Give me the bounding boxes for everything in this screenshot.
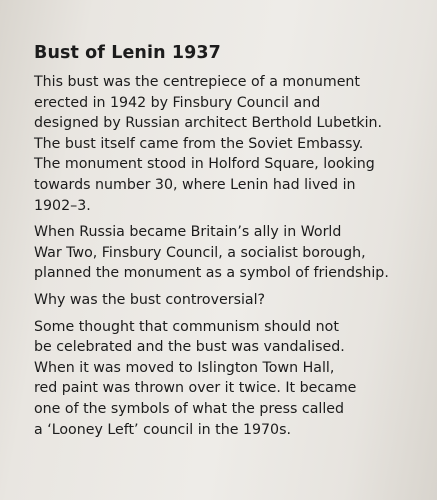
text-line: The bust itself came from the Soviet Embassy. bbox=[34, 135, 364, 152]
paragraph-question bbox=[34, 290, 431, 311]
text-line: When it was moved to Islington Town Hall, bbox=[34, 359, 335, 376]
text-line: 1902–3. bbox=[34, 197, 91, 214]
text-line: erected in 1942 by Finsbury Council and bbox=[34, 94, 321, 111]
text-line: one of the symbols of what the press called bbox=[34, 400, 345, 417]
text-line: red paint was thrown over it twice. It became bbox=[34, 380, 357, 397]
label-title: Bust of Lenin 1937 bbox=[34, 43, 221, 63]
text-line: towards number 30, where Lenin had lived in bbox=[34, 176, 356, 193]
text-line: designed by Russian architect Berthold Lubetkin. bbox=[34, 115, 383, 132]
text-line: a ‘Looney Left’ council in the 1970s. bbox=[34, 421, 291, 438]
text-line: planned the monument as a symbol of friendship. bbox=[34, 265, 389, 282]
paragraph-history bbox=[34, 72, 431, 216]
text-line: This bust was the centrepiece of a monument bbox=[34, 74, 360, 90]
text-line: When Russia became Britain’s ally in World bbox=[34, 224, 342, 241]
paragraph-wartime bbox=[34, 222, 431, 284]
text-line: The monument stood in Holford Square, looking bbox=[34, 156, 375, 173]
paragraph-controversy bbox=[34, 317, 431, 441]
text-line: be celebrated and the bust was vandalised. bbox=[34, 339, 345, 356]
text-line: Why was the bust controversial? bbox=[34, 291, 266, 308]
text-line: War Two, Finsbury Council, a socialist borough, bbox=[34, 244, 366, 261]
text-line: Some thought that communism should not bbox=[34, 318, 339, 335]
